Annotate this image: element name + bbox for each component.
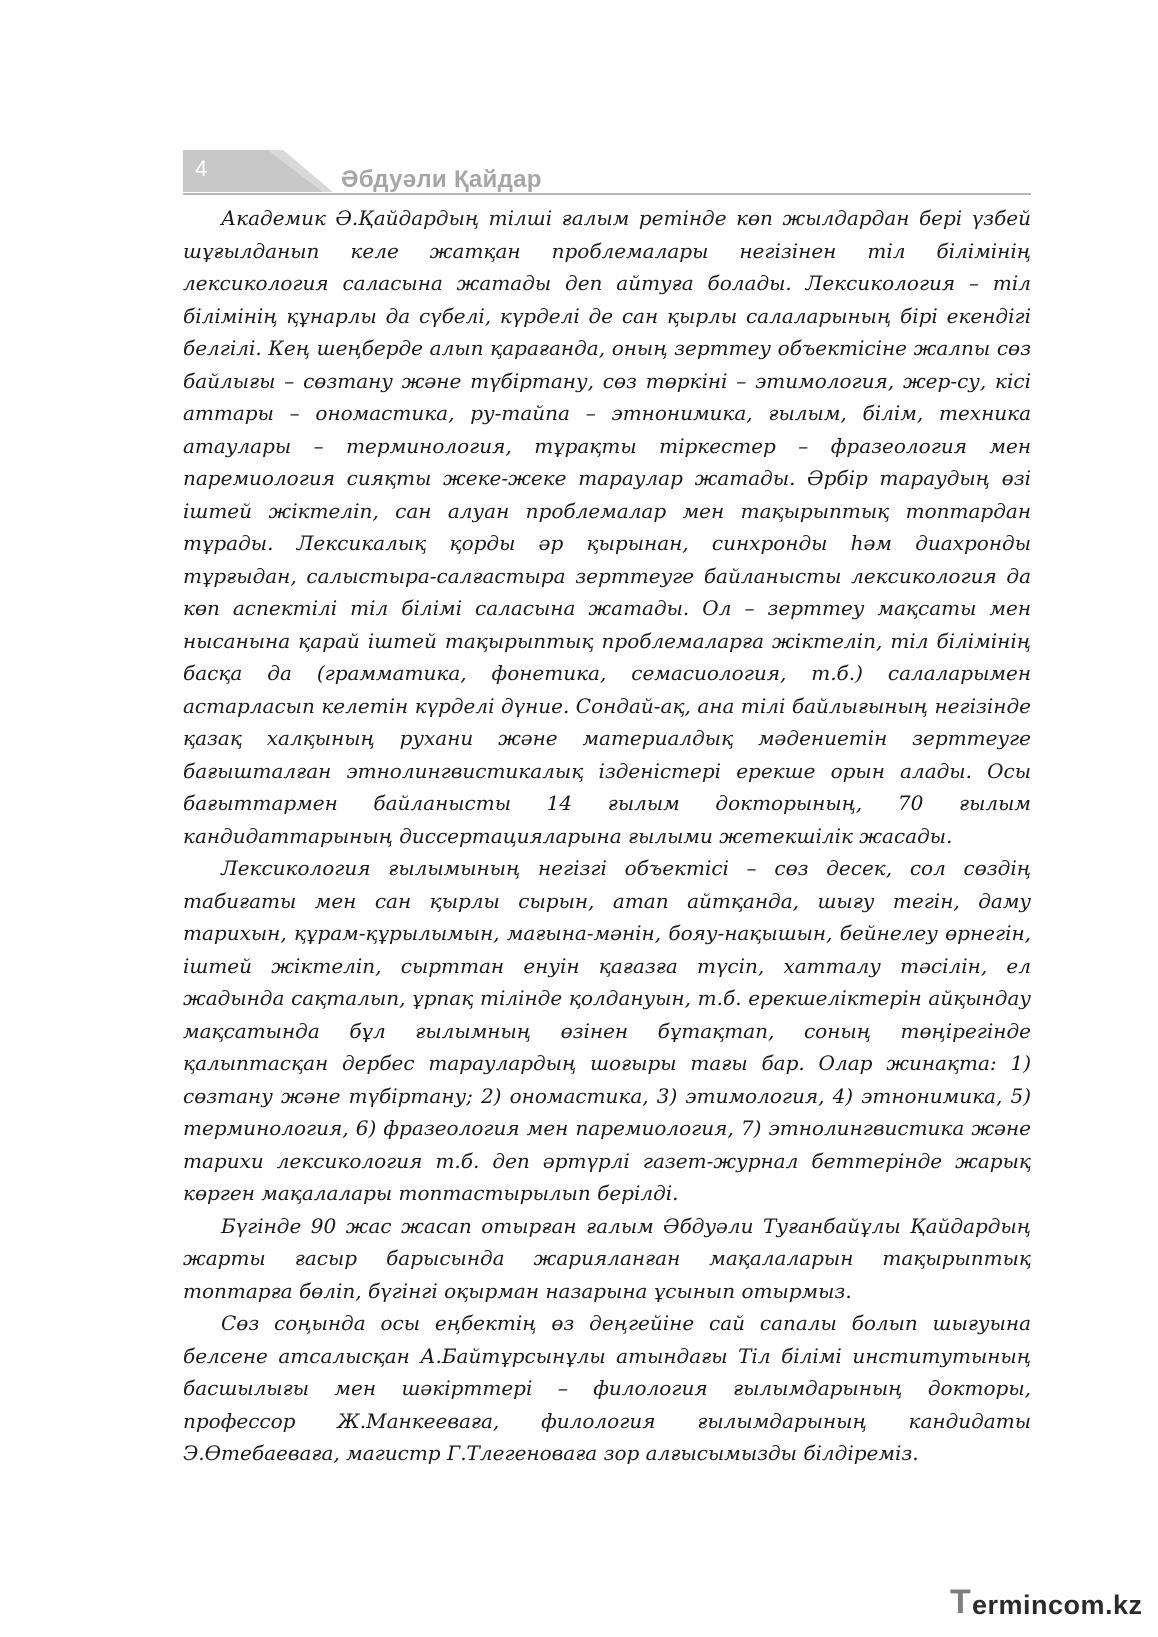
running-head-author: Әбдуәли Қайдар bbox=[341, 166, 542, 193]
paragraph: Бүгінде 90 жас жасап отырған ғалым Әбдуәли Туғанбайұлы Қайдардың жарты ғасыр барысында жарияланған мақалаларын тақырыптық топтарға бөліп, бүгінгі оқырман назарына ұсынып отырмыз. bbox=[183, 1213, 1031, 1303]
page-header bbox=[183, 150, 1031, 196]
header-divider bbox=[183, 193, 1031, 195]
watermark-text: ermincom.kz bbox=[972, 1590, 1143, 1620]
body-text bbox=[183, 202, 1031, 1470]
site-watermark bbox=[950, 1583, 1150, 1627]
paragraph: Лексикология ғылымының негізгі объектісі – сөз десек, сол сөздің табиғаты мен сан қырлы сырын, атап айтқанда, шығу тегін, даму тарихын, құрам-құрылымын, мағына-мәнін, бояу-нақышын, бейнелеу өрнегін, іштей жіктеліп, сырттан енуін қағазға түсіп, хатталу тәсілін, ел жадында сақталып, ұрпақ тілінде қолдануын, т.б. ерекшеліктерін айқындау мақсатында бұл ғылымның өзінен бұтақтап, соның төңірегінде қалыптасқан дербес тараулардың шоғыры тағы бар. Олар жинақта: 1) сөзтану және түбіртану; 2) ономастика, 3) этимология, 4) этнонимика, 5) терминология, 6) фразеология мен паремиология, 7) этнолингвистика және тарихи лексикология т.б. деп әртүрлі газет-журнал беттерінде жарық көрген мақалалары топтастырылып берілді. bbox=[183, 856, 1031, 1205]
paragraph: Академик Ә.Қайдардың тілші ғалым ретінде көп жылдардан бері үзбей шұғылданып келе жатқан проблемалары негізінен тіл білімінің лексикология саласына жатады деп айтуға болады. Лексикология – тіл білімінің құнарлы да сүбелі, күрделі де сан қырлы салаларының бірі екендігі белгілі. Кең шеңберде алып қарағанда, оның зерттеу объектісіне жалпы сөз байлығы – сөзтану және түбіртану, сөз төркіні – этимология, жер-су, кісі аттары – ономастика, ру-тайпа – этнонимика, ғылым, білім, техника атаулары – терминология, тұрақты тіркестер – фразеология мен паремиология сияқты жеке-жеке тараулар жатады. Әрбір тараудың өзі іштей жіктеліп, сан алуан проблемалар мен тақырыптық топтардан тұрады. Лексикалық қорды әр қырынан, синхронды һәм диахронды тұрғыдан, салыстыра-салғастыра зерттеуге байланысты лексикология да көп аспектілі тіл білімі саласына жатады. Ол – зерттеу мақсаты мен нысанына қарай іштей тақырыптық проблемаларға жіктеліп, тіл білімінің басқа да (грамматика, фонетика, семасиология, т.б.) салаларымен астарласып келетін күрделі дүние. Сондай-ақ, ана тілі байлығының негізінде қазақ халқының рухани және материалдық мәдениетін зерттеуге бағышталған этнолингвистикалық ізденістері ерекше орын алады. Осы бағыттармен байланысты 14 ғылым докторының, 70 ғылым кандидаттарының диссертацияларына ғылыми жетекшілік жасады. bbox=[183, 206, 1031, 848]
paragraph: Сөз соңында осы еңбектің өз деңгейіне сай сапалы болып шығуына белсене атсалысқан А.Байтұрсынұлы атындағы Тіл білімі институтының басшылығы мен шәкірттері – филология ғылымдарының докторы, профессор Ж.Манкееваға, филология ғылымдарының кандидаты Э.Өтебаеваға, магистр Г.Тлегеноваға зор алғысымызды білдіреміз. bbox=[183, 1311, 1031, 1465]
watermark-initial: T bbox=[950, 1583, 971, 1621]
page-number: 4 bbox=[195, 156, 208, 181]
